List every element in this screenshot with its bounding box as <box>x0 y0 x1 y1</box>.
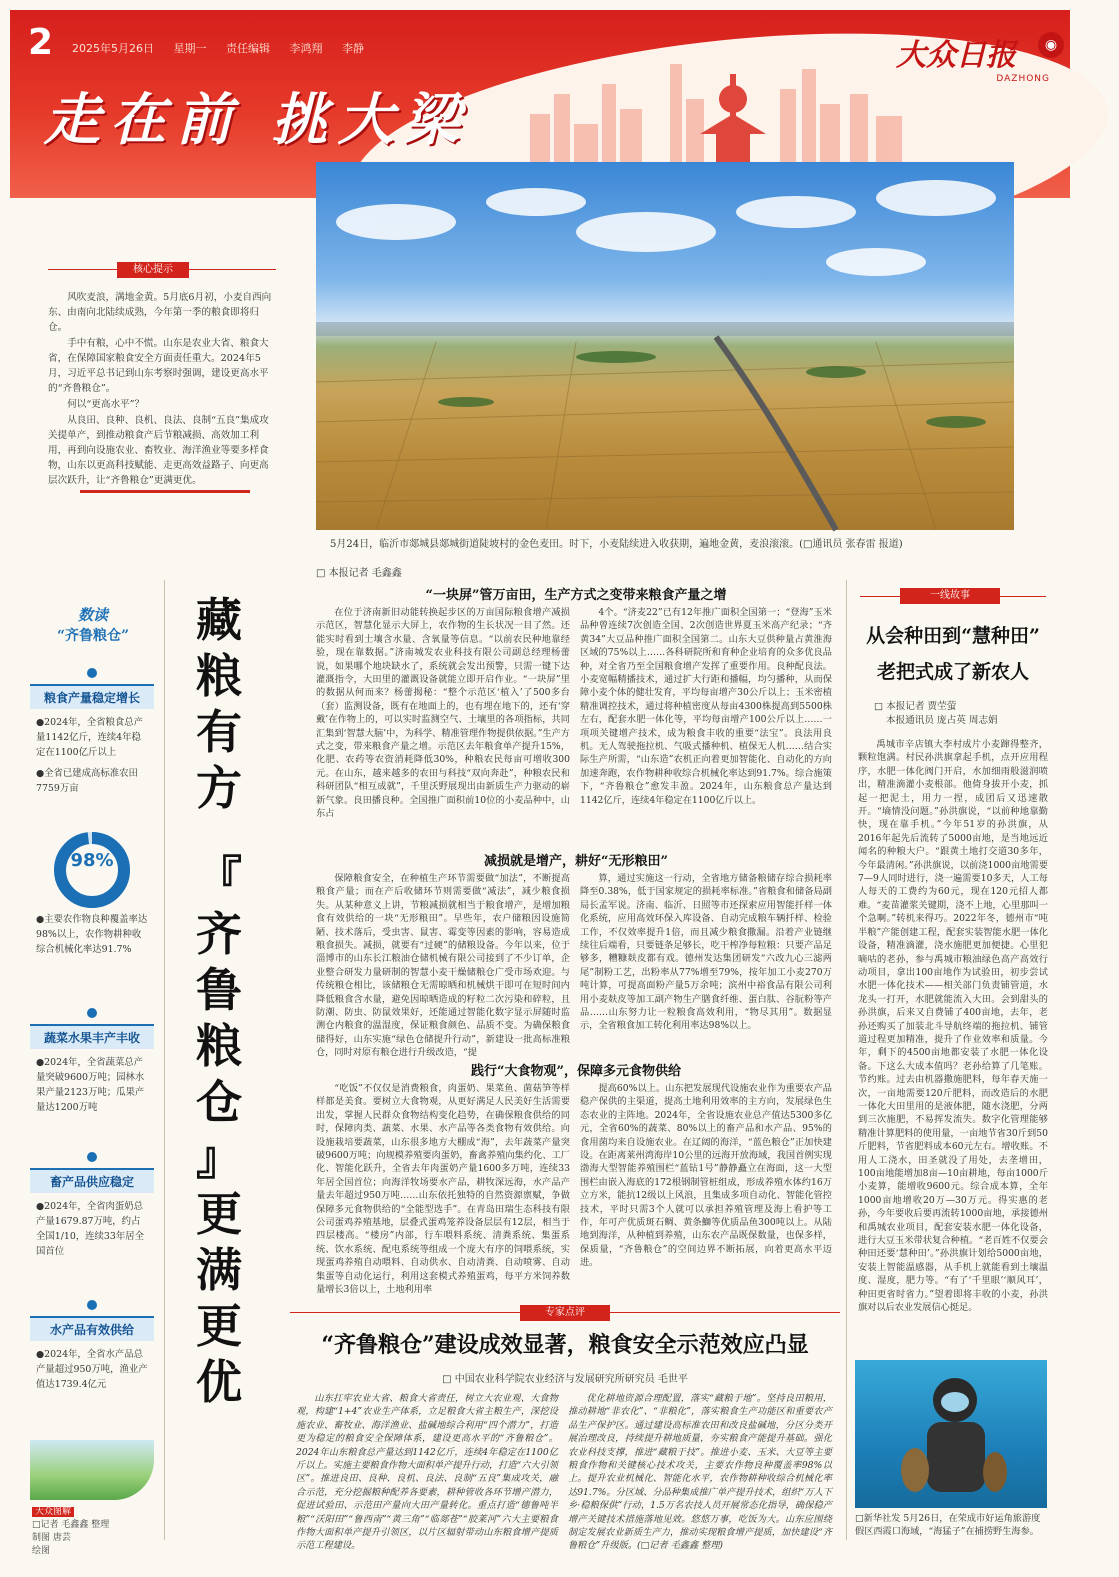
article-subhead: “一块屏”管万亩田，生产方式之变带来粮食产量之增 <box>425 588 727 603</box>
paper-logo <box>896 30 1050 84</box>
expert-tag: 专家点评 <box>520 1305 610 1321</box>
headline-char: 更 <box>196 1187 242 1241</box>
credit-line: 制图 唐芸 <box>32 1533 71 1543</box>
core-hint-paragraph: 何以“更高水平”？ <box>67 399 145 410</box>
article-paragraph: 算，通过实施这一行动，全省地方储备粮储存综合损耗率降至0.38%，低于国家规定的损耗率标准。”省粮食和储备局副局长孟军说。济南、临沂、日照等市还探索应用智能扦样一体化系统，应用高效环保入库设备、自动完成粮车辆扦样、检验工作，不仅效率提升1倍，而且减少粮食撒漏。沿着产业链继续往后端看，只要链条足够长，吃干榨净每粒粮：只要产品足够多，糟糠麸皮都有戏。德州发达集团研发“六改九心三滤两尾”制粉工艺，出粉率从77%增至79%，按年加工小麦270万吨计算，可提高面粉产量5万余吨；滨州中裕食品有限公司利用小麦麸皮等加工副产物生产膳食纤维、蛋白肽、谷朊粉等产品……山东努力让一粒粮食高效利用，“物尽其用”。数据显示，全省粮食加工转化利用率达98%以上。 <box>580 873 832 1032</box>
expert-column <box>568 1392 832 1552</box>
sidebar-section-item: ●2024年，全省蔬菜总产量突破9600万吨；园林水果产量2123万吨；瓜果产量达1200万吨 <box>36 1057 145 1113</box>
diver-illustration <box>855 1360 1047 1508</box>
article-subhead: 减损就是增产，耕好“无形粮田” <box>484 854 668 869</box>
sidebar-title-main: “齐鲁粮仓” <box>56 628 130 644</box>
article-column <box>580 606 832 842</box>
sidebar-section-aquatic <box>30 1300 154 1392</box>
sidebar-section-seed <box>30 906 154 957</box>
core-hint-bottom-rule <box>80 490 250 493</box>
story-byline <box>874 700 1044 728</box>
article-subhead: 践行“大食物观”，保障多元食物供给 <box>471 1064 681 1079</box>
paper-latin-name: DAZHONG <box>996 74 1050 84</box>
sidebar-title-prefix: 数读 <box>77 606 108 624</box>
article-paragraph: 在位于济南新旧动能转换起步区的万亩国际粮食增产减损示范区，智慧化显示大屏上，农作物的生长状况一目了然。还能实时看到土壤含水量、含氧量等信息。“以前农民种地靠经验，现在靠数据。”济南城发农业科技有限公司副总经理杨蕾说，如果哪个地块缺水了，系统就会发出预警，只需一键下达灌溉指令，大田里的灌溉设备就能立即开启作业。“一块屏”里的数据从何而来？杨蕾揭秘：“整个示范区‘植入’了500多台（套）监测设备，既有在地面上的，也有埋在地下的，还有‘穿戴’在作物上的，可以实时监测空气、土壤里的各项指标，共同汇集到‘智慧大脑’中，为科学、精准管理作物提供依据。”生产方式之变，带来粮食产量之增。示范区去年粮食单产提升15%，化肥、农药等农资消耗降低30%，种粮农民每亩可增收300元。在山东，越来越多的农田与科技“双向奔赴”，种粮农民和科研团队“相互成就”，千里沃野展现出由新质生产力驱动的崭新气象。良田播良种。全国推广面积前10位的小麦品种中，山东占 <box>316 607 570 820</box>
sidebar-section-item: ●2024年，全省水产品总产量超过950万吨，渔业产值达1739.4亿元 <box>36 1349 148 1390</box>
headline-spacer <box>188 816 250 850</box>
section-dot-icon <box>87 668 97 678</box>
story-paragraph: 禹城市辛店镇大李村成片小麦蹿得整齐，颗粒饱满。村民孙洪旗拿起手机，点开应用程序，水肥一体化阀门开启，水加细雨般滋润喷出，精准滴灌小麦根部。他倚身拔开小麦，抓起一把泥土，用力一捏，成团后又迅速散开。“墒情没问题。”孙洪旗说，“以前种地靠勤快，现在靠手机。”今年51岁的孙洪旗，从2016年起先后流转了5000亩地，是当地远近闻名的种粮大户。“跟黄土地打交道30多年，今年最清闲。”孙洪旗说，以前浇1000亩地需要7—9人同时进行，浇一遍需要10多天，人工每人每天的工费约为60元，现在120元招人都难。“麦苗灌浆关键期，浇不上地，心里那叫一个急啊。”转机来得巧。2022年冬，德州市“吨半粮”产能创建工程，配套实装智能水肥一体化设备，精准滴灌，浇水施肥更加便捷。心里犯嘀咕的老孙，参与禹城市粮油绿色高产高效行动项目，拿出100亩地作为试验田，初步尝试水肥一体化技术——相关部门负责铺管道，水龙头一打开，水肥就能流入大田。会到甜头的孙洪旗，后来又自费铺了400亩地，去年，老孙还购买了加装北斗导航终端的拖拉机、铺管道过程更加精准，提升了作业效率和质量。今年，剩下的4500亩地都安装了水肥一体化设备。下这么大成本值吗？老孙给算了几笔账。节约账。过去由机器撒施肥料，每年春天施一次，一亩地需要120斤肥料，而改造后的水肥一体化大田里用的是液体肥，随水浇肥，分两到三次施肥，不易挥发流失。数字化管理能够精准计算肥料的使用量，一亩地节省30斤到50斤肥料，节省肥料成本60元左右。增收账。不用人工浇水，田圣就没了用处，去垄增田，100亩地能增加8亩—10亩耕地，每亩1000斤小麦算，能增收9600元。综合成本算，全年1000亩地增收20万—30万元。得实惠的老孙，今年要收后要再流转1000亩地，承接德州和禹城农业项目，配套安装水肥一体化设备，进行大豆玉米带状复合种植。“老百姓不仅要会种田还要‘慧种田’。”孙洪旗计划给5000亩地，安装上智能温感器，从手机上就能看到土壤温度、湿度，肥力等。“有了‘千里眼’‘顺风耳’，种田更省时省力。”望着即将丰收的小麦，孙洪旗对以后农业发展信心挺足。 <box>858 739 1048 1314</box>
article-paragraph: “吃饭”不仅仅是消费粮食，肉蛋奶、果菜鱼、菌菇笋等样样都是美食。要树立大食物观，从更好满足人民美好生活需要出发，掌握人民群众食物结构变化趋势，在确保粮食供给的同时，保障肉类、蔬菜、水果、水产品等各类食物有效供给。向设施栽培要蔬菜，山东很多地方大棚成“海”，去年蔬菜产量突破9600万吨；向规模养殖要肉蛋奶，畜禽养殖向集约化、工厂化、智能化跃升，全省去年肉蛋奶产量1600多万吨，连续33年居全国首位；向海洋牧场要水产品，耕牧深远海，水产品产量去年超过950万吨……山东依托独特的自然资源禀赋，争做保障多元食物供给的“全能型选手”。在青岛田瑞生态科技有限公司蛋鸡养殖基地，层叠式蛋鸡笼养设备层层有12层，相当于四层楼高。“楼房”内部，行车喂料系统、清粪系统、集蛋系统、饮水系统、配电系统等组成一个庞大有序的饲喂系统，实现蛋鸡养殖自动喂料、自动供水、自动清粪、自动喷雾、自动集蛋等自动化运行，利用这套模式养殖蛋鸡，每平方米饲养数量增长3倍以上，土地利用率 <box>316 1083 570 1296</box>
wheat-field-illustration <box>316 162 1014 530</box>
story-title-line: 从会种田到“慧种田” <box>866 625 1040 647</box>
dateline-weekday: 星期一 <box>173 42 207 55</box>
expert-column <box>296 1392 558 1552</box>
paper-name: 大众日报 <box>896 38 1016 73</box>
article-byline: □ 本报记者 毛鑫鑫 <box>316 568 402 579</box>
donut-label: 98% <box>70 850 114 871</box>
sidebar-section-head: 水产品有效供给 <box>30 1316 154 1341</box>
article-column <box>316 872 570 1059</box>
expert-byline: □ 中国农业科学院农业经济与发展研究所研究员 毛世平 <box>442 1374 688 1385</box>
story-tag: 一线故事 <box>900 588 1000 604</box>
headline-char: 优 <box>196 1355 242 1409</box>
dateline-proofreader: 李静 <box>342 42 364 55</box>
section-dot-icon <box>87 1152 97 1162</box>
headline-char: 有 <box>196 705 242 759</box>
column-divider <box>846 580 847 1540</box>
core-hint-paragraph: 手中有粮，心中不慌。山东是农业大省、粮食大省，在保障国家粮食安全方面责任重大。2024年5月，习近平总书记到山东考察时强调，建设更高水平的“齐鲁粮仓”。 <box>48 338 269 394</box>
headline-char: 藏 <box>196 593 242 647</box>
story-column <box>858 738 1048 1350</box>
article-paragraph: 保障粮食安全，在种植生产环节需要做“加法”，不断提高粮食产量；而在产后收储环节则需要做“减法”，减少粮食损失。从某种意义上讲，节粮减损就相当于粮食增产，是增加粮食有效供给的一块“无形粮田”。早些年，农户储粮因设施简陋、技术落后，受虫害、鼠害、霉变等因素的影响，容易造成粮食损失。减损，就要有“过硬”的储粮设备。今年以来，位于淄博市的山东长江粮油仓储机械有限公司接到了不少订单，企业整合研发力量研制的智慧小麦干燥储粮仓广受市场欢迎。与传统粮仓相比，该储粮仓无需晾晒和机械烘干即可在短时间内降低粮食含水量，避免因晾晒造成的籽粒二次污染和碎粒，且防潮、防虫、防鼠效果好，还能通过智能化数字显示屏随时监测仓内粮食的温湿度，保证粮食颜色、品质不变。为确保粮食储得好，山东实施“绿色仓储提升行动”，新建设一批高标准粮仓，同时对原有粮仓进行升级改造，“提 <box>316 873 570 1059</box>
headline-char: 齐 <box>196 907 242 961</box>
story-byline-line: 本报通讯员 庞占英 周志娟 <box>886 715 998 726</box>
column-slogan: 走在前 挑大梁 <box>44 87 470 153</box>
core-hint-paragraph: 从良田、良种、良机、良法、良制“五良”集成攻关提单产，到推动粮食产后节粮减损、高效加工利用，再到向设施农业、畜牧业、海洋渔业等要多样食物，山东以更高科技赋能、走更高效益路子、向更高层次跃升，让“齐鲁粮仓”更满更优。 <box>48 415 269 486</box>
story-title-line: 老把式成了新农人 <box>876 661 1029 683</box>
dateline-editor-label: 责任编辑 <box>226 42 270 55</box>
article-column <box>316 606 570 842</box>
headline-char: 仓 <box>196 1075 242 1129</box>
expert-paragraph: 山东扛牢农业大省、粮食大省责任，树立大农业观、大食物观，构建“1+4”农业生产体系，立足粮食大省主粮生产，深挖设施农业、畜牧业、海洋渔业、盐碱地综合利用“四个潜力”，打造更为稳定的粮食安全保障体系，建设更高水平的“齐鲁粮仓”。2024年山东粮食总产量达到1142亿斤，连续4年稳定在1100亿斤以上。实施主要粮食作物大面积单产提升行动，打造“六大引领区”。推进良田、良种、良机、良法、良制“五良”集成攻关，融合示范，充分挖掘粮种配养各要素，耕种管收各环节增产潜力，促进试验田、示范田产量向大田产量转化。重点打造“德鲁吨半粮”“沃阳田”“鲁西南”“黄三角”“临郯苍”“胶莱河”六大主要粮食作物大面积单产提升引领区，以片区辐射带动山东粮食增产提质示范工程建设。 <box>296 1393 558 1552</box>
article-paragraph: 4个。“济麦22”已有12年推广面积全国第一；“登海”玉米品种曾连续7次创造全国、2次创造世界夏玉米高产纪录；“齐黄34”大豆品种推广面积全国第二。山东大豆供种量占黄淮海区域的75%以上……各科研院所和育种企业培育的众多优良品种，对全省乃至全国粮食增产发挥了重要作用。良种配良法。小麦宽幅精播技术，通过扩大行距和播幅，均匀播种，从而保障小麦个体的健壮发育，平均每亩增产30公斤以上；玉米密植精准调控技术，通过将种植密度从每亩4300株提高到5500株左右，配套水肥一体化等，平均每亩增产100公斤以上……一项项关键增产技术，成为粮食丰收的重要“法宝”。良法用良机。无人驾驶拖拉机、气吸式播种机、植保无人机……结合实际生产所需，“山东造”农机正向着更加智能化、自动化的方向加速奔跑，农作物耕种收综合机械化率达到91.7%。综合施策下，“齐鲁粮仓”愈发丰盈。2024年，山东粮食总产量达到1142亿斤，连续4年稳定在1100亿斤以上。 <box>580 607 832 806</box>
sidebar-section-grain <box>30 668 154 796</box>
headline-char: 更 <box>196 1299 242 1353</box>
headline-char: 鲁 <box>196 963 242 1017</box>
sidebar-section-livestock <box>30 1152 154 1259</box>
headline-char: 粮 <box>196 1019 242 1073</box>
sidebar-section-head: 畜产品供应稳定 <box>30 1168 154 1193</box>
sidebar-section-head: 蔬菜水果丰产丰收 <box>30 1024 154 1049</box>
headline-char: 』 <box>196 1131 242 1185</box>
article-paragraph: 提高60%以上。山东把发展现代设施农业作为重要农产品稳产保供的主渠道，提高土地利用效率的主方向，发展绿色生态农业的主阵地。2024年，全省设施农业总产值达5300多亿元，全省60%的蔬菜、80%以上的畜产品和水产品、95%的食用菌均来自设施农业。在辽阔的海洋，“蓝色粮仓”正加快建设。在距离莱州湾海岸10公里的远海开放海域，我国首例实现渤海大型智能养殖围栏“蓝钻1号”静静矗立在海面，这一大型围栏由嵌入海底的172根钢制管桩组成，形成养殖水体约16万立方米，能抗12级以上风浪，且集成多项自动化、智能化管控技术，平时只需3个人就可以承担养殖管理及海上看护等工作，年可产优质斑石鲷、黄条鰤等优质品鱼300吨以上。从陆地到海洋，从种植到养殖，山东农产品既保数量，也保多样，保质量，“齐鲁粮仓”的空间边界不断拓展，向着更高水平迈进。 <box>580 1083 832 1269</box>
article-column <box>580 872 832 1048</box>
core-hint-text <box>48 290 278 489</box>
sidebar-section-item: ●全省已建成高标准农田7759万亩 <box>36 768 138 794</box>
sidebar-title <box>38 604 148 645</box>
sidebar-section-item: ●主要农作物良种覆盖率达98%以上，农作物耕种收综合机械化率达91.7% <box>36 914 148 955</box>
article-column <box>580 1082 832 1294</box>
dateline-date: 2025年5月26日 <box>72 42 154 55</box>
story-byline-line: □ 本报记者 贾茔萤 <box>874 701 957 712</box>
section-dot-icon <box>87 1008 97 1018</box>
main-headline <box>188 592 250 1410</box>
wheat-field-photo <box>316 162 1014 530</box>
paper-emblem-icon: ◉ <box>1038 32 1064 58</box>
core-hint-tag: 核心提示 <box>117 262 189 278</box>
city-skyline-illustration <box>520 54 940 164</box>
diver-photo <box>855 1360 1047 1508</box>
expert-title: “齐鲁粮仓”建设成效显著，粮食安全示范效应凸显 <box>321 1332 809 1358</box>
sidebar-section-head: 粮食产量稳定增长 <box>30 684 154 709</box>
credit-line: □记者 毛鑫鑫 整理 <box>32 1520 110 1530</box>
sidebar-section-item: ●2024年，全省粮食总产量1142亿斤，连续4年稳定在1100亿斤以上 <box>36 717 144 758</box>
headline-char: 满 <box>196 1243 242 1297</box>
credit-line: 绘图 <box>32 1546 51 1556</box>
dateline <box>72 40 380 56</box>
sidebar-section-vegetables <box>30 1008 154 1115</box>
farmland-illustration <box>30 1440 154 1500</box>
expert-paragraph: 优化耕地资源合理配置，落实“藏粮于地”。坚持良田粮用，推动耕地“非农化”、“非粮化”，落实粮食生产功能区和重要农产品生产保护区。通过建设高标准农田和改良盐碱地，分区分类开展治理改良，持续提升耕地质量，夯实粮食产能提升基础。强化农业科技支撑，推进“藏粮于技”。推进小麦、玉米、大豆等主要粮食作物和关键核心技术攻关，主要农作物良种覆盖率98%以上。提升农业机械化、智能化水平，农作物耕种收综合机械化率达91.7%。分区域、分品种集成推广单产提升技术，组织“万人下乡·稳粮保供”行动，1.5万名农技人员开展常态化指导，确保稳产增产关键技术措施落地见效。悠悠万事，吃饭为大。山东应围绕制定发展农业新质生产力，推动实现粮食增产提质，加快建设“齐鲁粮仓”升级版。(□记者 毛鑫鑫 整理) <box>568 1393 832 1552</box>
section-dot-icon <box>87 1300 97 1310</box>
sidebar-section-item: ●2024年，全省肉蛋奶总产量1679.87万吨，约占全国1/10，连续33年居全国首位 <box>36 1201 144 1257</box>
dateline-editor: 李鸿翔 <box>289 42 323 55</box>
diver-photo-caption: □新华社发 5月26日，在荣成市好运角旅游度假区西霞口海域，“海猛子”在捕捞野生海参。 <box>855 1513 1041 1537</box>
story-title <box>856 618 1050 690</box>
credit-tag: 大众图解 <box>32 1507 74 1517</box>
sidebar-credit <box>32 1506 152 1558</box>
photo-caption: 5月24日，临沂市郯城县郯城街道陡坡村的金色麦田。时下，小麦陆续进入收获期，遍地金黄，麦浪滚滚。(□通讯员 张春雷 报道) <box>330 539 903 550</box>
article-column <box>316 1082 570 1294</box>
headline-char: 粮 <box>196 649 242 703</box>
page-number: 2 <box>28 22 54 63</box>
core-hint-paragraph: 风吹麦浪，满地金黄。5月底6月初，小麦自西向东、由南向北陆续成熟，今年第一季的粮食即将归仓。 <box>48 292 272 333</box>
column-divider <box>164 580 165 1540</box>
headline-char: 『 <box>196 851 242 905</box>
headline-char: 方 <box>196 761 242 815</box>
